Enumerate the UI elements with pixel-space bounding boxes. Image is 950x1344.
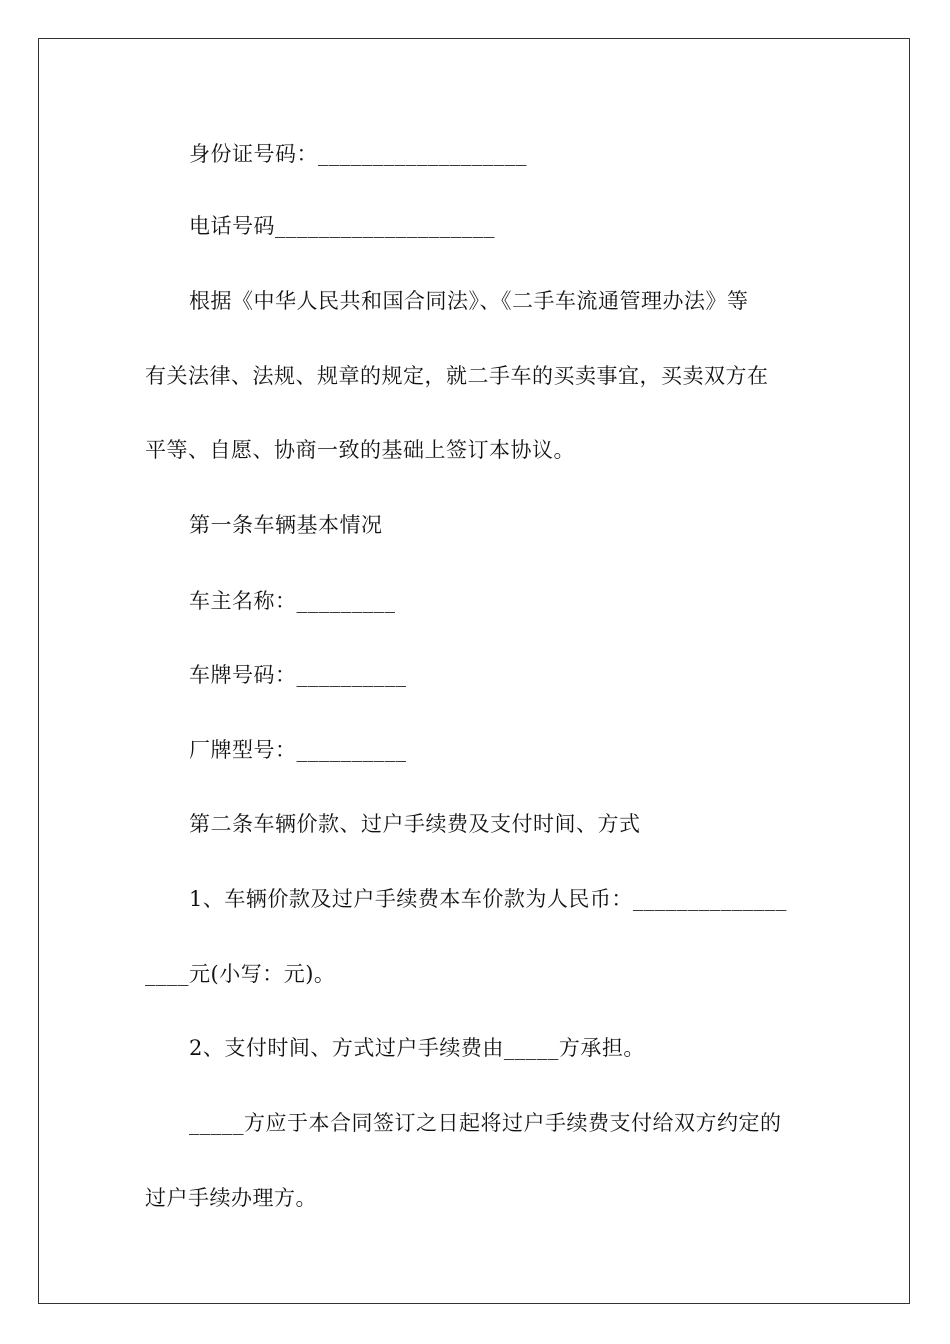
intro-paragraph-line-2: 有关法律、法规、规章的规定，就二手车的买卖事宜，买卖双方在 <box>145 364 769 388</box>
intro-paragraph-line-1: 根据《中华人民共和国合同法》、《二手车流通管理办法》等 <box>189 289 749 313</box>
article-1-heading: 第一条车辆基本情况 <box>189 513 383 537</box>
intro-paragraph-line-3: 平等、自愿、协商一致的基础上签订本协议。 <box>145 438 575 462</box>
fee-payment-line-2: 过户手续办理方。 <box>145 1186 317 1210</box>
price-clause-line-2: ____元(小写：元)。 <box>145 962 336 986</box>
payment-clause-line: 2、支付时间、方式过户手续费由_____方承担。 <box>189 1036 645 1060</box>
owner-name-line: 车主名称：_________ <box>189 589 396 613</box>
price-clause-line-1: 1、车辆价款及过户手续费本车价款为人民币：______________ <box>189 887 787 911</box>
phone-number-line: 电话号码____________________ <box>189 214 495 238</box>
plate-number-line: 车牌号码：__________ <box>189 663 407 687</box>
id-number-line: 身份证号码：___________________ <box>189 142 527 166</box>
brand-model-line: 厂牌型号：__________ <box>189 738 407 762</box>
fee-payment-line-1: _____方应于本合同签订之日起将过户手续费支付给双方约定的 <box>189 1111 782 1135</box>
article-2-heading: 第二条车辆价款、过户手续费及支付时间、方式 <box>189 812 641 836</box>
